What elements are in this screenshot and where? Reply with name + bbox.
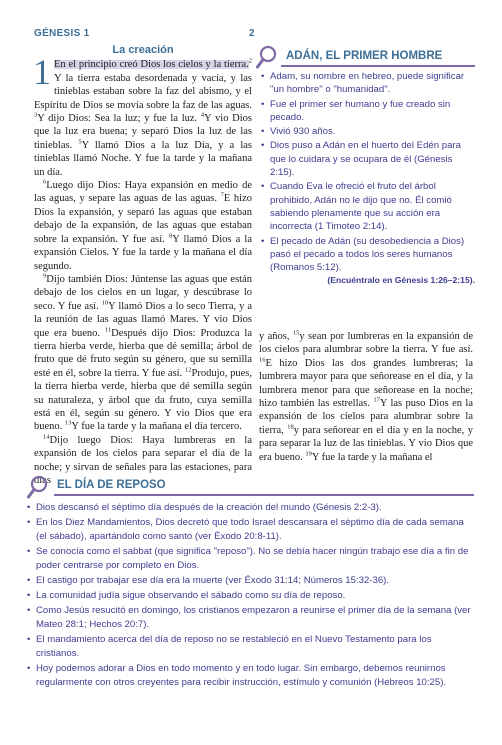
magnifier-icon xyxy=(27,475,49,501)
list-item: • Dios descansó el séptimo día después de la creación del mundo (Génesis 2:2-3). xyxy=(27,501,474,515)
verse-text: y años, xyxy=(259,331,293,342)
verse-paragraph-1 xyxy=(33,52,253,179)
verse-number: 4 xyxy=(200,111,205,119)
verse-text: y para señorear en el día y en la noche, y para separar la luz de las tinieblas. Y vio Dios que era bueno. xyxy=(259,424,473,463)
adan-list xyxy=(261,70,475,274)
verse-text: Luego dijo Dios: Haya expansión en medio de las aguas, y separe las aguas de las aguas. xyxy=(34,180,252,205)
verse-text: E hizo Dios las dos grandes lumbreras; la lumbrera mayor para que señorease en el día, y la lumbrera menor para que señorease en la noche; hizo también las estrellas. xyxy=(259,357,473,410)
list-item: • El pecado de Adán (su desobediencia a Dios) pasó el pecado a todos los seres humanos (Romanos 5:12). xyxy=(261,235,475,275)
reposo-title: EL DÍA DE REPOSO xyxy=(57,479,166,491)
scripture-left-column xyxy=(34,44,252,487)
list-item: • Cuando Eva le ofreció el fruto del árbol prohibido, Adán no le dijo que no. Él comió sabiendo plenamente que su acción era incorrecta (1 Timoteo 2:14). xyxy=(261,180,475,233)
verse-number: 18 xyxy=(287,423,294,431)
verse-number: 5 xyxy=(78,138,82,146)
list-item: • El mandamiento acerca del día de reposo no se restableció en el Nuevo Testamento para los cristianos. xyxy=(27,633,474,661)
verse-text: Y dijo Dios: Sea la luz; y fue la luz. xyxy=(37,113,201,125)
verse-number: 14 xyxy=(43,433,50,441)
running-header-book: GÉNESIS 1 xyxy=(34,28,90,39)
verse-number: 6 xyxy=(43,178,47,186)
verse-number: 15 xyxy=(292,329,300,337)
verse-number: 12 xyxy=(184,366,192,374)
verse-text: Y fue la tarde y la mañana el día tercero. xyxy=(71,421,242,433)
verse-number: 13 xyxy=(64,419,72,427)
list-item: • Fue el primer ser humano y fue creado sin pecado. xyxy=(261,98,475,125)
reposo-list xyxy=(27,501,474,690)
scripture-right-column xyxy=(259,330,473,464)
verse-text: Y fue la tarde y la mañana el xyxy=(311,451,433,463)
verse-paragraph-4-continued xyxy=(259,330,473,464)
page-number: 2 xyxy=(249,28,255,39)
title-rule xyxy=(281,65,475,67)
list-item: • Se conocía como el sabbat (que significa "reposo"). No se debía hacer ningún trabajo ese día a fin de poder centrarse por completo en Dios. xyxy=(27,545,474,573)
verse-text: Dijo también Dios: Júntense las aguas que están debajo de los cielos en un lugar, y descúbrase lo seco. Y fue así. xyxy=(34,273,252,312)
verse-number: 7 xyxy=(220,191,224,199)
verse-number: 17 xyxy=(373,396,380,404)
section-title: La creación xyxy=(112,44,174,56)
verse-text: Produjo, pues, la tierra hierba verde, hierba que dé semilla según su naturaleza, y árbol que da fruto, cuya semilla está en él, según su género. Y vio Dios que era bueno. xyxy=(34,367,253,433)
verse-number: 10 xyxy=(101,299,109,307)
chapter-dropcap: 1 xyxy=(33,52,51,93)
verse-text: Y llamó Dios a la luz Día, y a las tinieblas llamó Noche. Y fue la tarde y la mañana un día. xyxy=(34,139,252,178)
verse-text: Después dijo Dios: Produzca la tierra hierba verde, hierba que dé semilla; árbol de fruto que dé fruto según su género, que su semilla esté en él, sobre la tierra. Y fue así. xyxy=(34,327,252,379)
magnifier-icon xyxy=(256,45,278,71)
verse-number: 9 xyxy=(43,272,47,280)
verse-number: 19 xyxy=(305,450,312,458)
list-item: • En los Diez Mandamientos, Dios decretó que todo Israel descansara el séptimo día de cada semana (el sábado), apartándolo como santo (ver Éxodo 20:8-11). xyxy=(27,516,474,544)
verse-text: Y la tierra estaba desordenada y vacía, y las tinieblas estaban sobre la faz del abismo, y el Espíritu de Dios se movía sobre la faz de las aguas. xyxy=(34,72,252,111)
list-item: • Adam, su nombre en hebreo, puede significar "un hombre" o "humanidad". xyxy=(261,70,475,97)
verse-number: 11 xyxy=(104,326,112,334)
verse-text: Y llamó Dios a lo seco Tierra, y a la reunión de las aguas llamó Mares. Y vio Dios que era bueno. xyxy=(34,300,252,339)
list-item: • Como Jesús resucitó en domingo, los cristianos empezaron a reunirse el primer día de la semana (ver Mateo 28:1; Hechos 20:7). xyxy=(27,604,474,632)
verse-number: 16 xyxy=(259,356,266,364)
verse-text: Y vio Dios que la luz era buena; y separó Dios la luz de las tinieblas. xyxy=(34,113,253,151)
adan-title: ADÁN, EL PRIMER HOMBRE xyxy=(286,50,443,62)
list-item: • Hoy podemos adorar a Dios en todo momento y en todo lugar. Sin embargo, debemos reunirnos regularmente con otros creyentes para recibir instrucción, estímulo y comunión (Hebreos 10:25). xyxy=(27,662,474,690)
list-item: • Vivió 930 años. xyxy=(261,125,475,138)
verse-number: 8 xyxy=(168,232,173,240)
highlighted-verse-1: En el principio creó Dios los cielos y la tierra. xyxy=(54,59,249,71)
verse-text: Dijo luego Dios: Haya lumbreras en la expansión de los cielos para separar el día de la noche; y sirvan de señales para las estaciones, para días xyxy=(34,434,252,486)
verse-text: Y llamó Dios a la expansión Cielos. Y fue la tarde y la mañana el día segundo. xyxy=(34,233,252,272)
verse-paragraph-2 xyxy=(34,179,252,273)
title-rule xyxy=(54,494,474,496)
verse-text: E hizo Dios la expansión, y separó las aguas que estaban debajo de la expansión, de las aguas que estaban sobre la expansión. Y fue así. xyxy=(34,193,252,245)
adan-sidebar xyxy=(261,48,475,285)
reposo-sidebar xyxy=(27,477,474,691)
list-item: • El castigo por trabajar ese día era la muerte (ver Éxodo 31:14; Números 15:32-36). xyxy=(27,574,474,588)
list-item: • Dios puso a Adán en el huerto del Edén para que lo cuidara y se ocupara de él (Génesis 2:15). xyxy=(261,139,475,179)
verse-paragraph-3 xyxy=(34,273,252,434)
verse-number: 2 xyxy=(248,57,252,65)
verse-text: y sean por lumbreras en la expansión de los cielos para alumbrar sobre la tierra. Y fue así. xyxy=(259,331,473,356)
adan-reference: (Encuéntralo en Génesis 1:26–2:15). xyxy=(327,275,475,286)
list-item: • La comunidad judía sigue observando el sábado como su día de reposo. xyxy=(27,589,474,603)
verse-number: 3 xyxy=(34,111,38,119)
verse-text: Y las puso Dios en la expansión de los cielos para alumbrar sobre la tierra, xyxy=(259,398,473,436)
